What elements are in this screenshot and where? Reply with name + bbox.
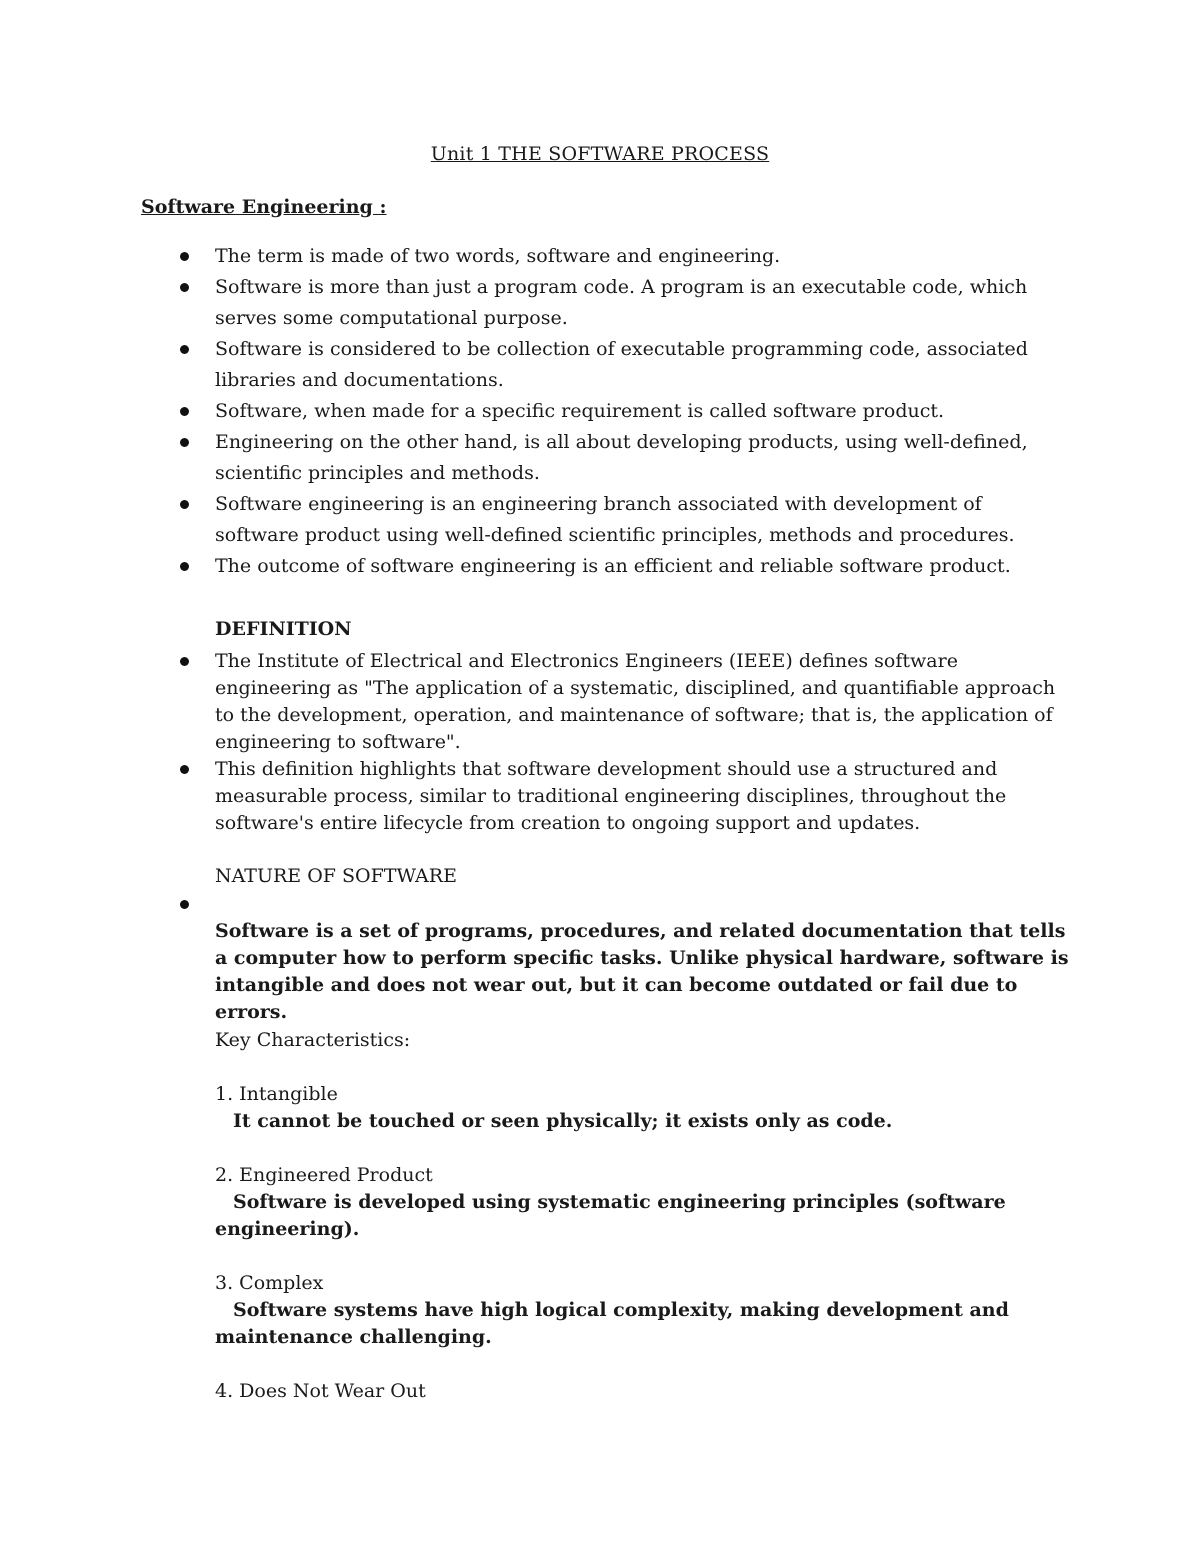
- intro-bullet-list: [0, 241, 1200, 582]
- list-item: Software, when made for a specific requirement is called software product.: [0, 396, 1200, 427]
- bullet-icon: [180, 252, 189, 261]
- bullet-icon: [180, 900, 189, 909]
- bullet-icon: [180, 657, 189, 666]
- characteristic-item: [215, 1081, 1075, 1135]
- list-item: The Institute of Electrical and Electronics Engineers (IEEE) defines software engineering as "The application of a systematic, disciplined, and quantifiable approach to the development, operation, and maintenance of software; that is, the application of engineering to software".: [0, 648, 1200, 756]
- definition-heading: DEFINITION: [215, 618, 352, 640]
- characteristic-title: 2. Engineered Product: [215, 1164, 433, 1186]
- nature-heading: NATURE OF SOFTWARE: [215, 865, 457, 887]
- bullet-icon: [180, 765, 189, 774]
- characteristic-title: 4. Does Not Wear Out: [215, 1380, 426, 1402]
- characteristic-item: [215, 1378, 1075, 1405]
- nature-paragraph: Software is a set of programs, procedures, and related documentation that tells a computer how to perform specific tasks. Unlike physical hardware, software is intangible and does not wear out, but it can become outdated or fail due to errors.: [215, 920, 1069, 1023]
- list-item: This definition highlights that software development should use a structured and measurable process, similar to traditional engineering disciplines, throughout the software's entire lifecycle from creation to ongoing support and updates.: [0, 756, 1200, 837]
- section-heading-software-engineering: Software Engineering :: [141, 196, 387, 218]
- bullet-icon: [180, 562, 189, 571]
- list-item: Software is considered to be collection of executable programming code, associated libraries and documentations.: [0, 334, 1200, 396]
- characteristic-description: It cannot be touched or seen physically; it exists only as code.: [233, 1110, 893, 1132]
- list-item: Software engineering is an engineering branch associated with development of software product using well-defined scientific principles, methods and procedures.: [0, 489, 1200, 551]
- key-characteristics-heading: Key Characteristics:: [215, 1029, 411, 1051]
- characteristic-item: [215, 1162, 1075, 1243]
- list-item: Software is more than just a program code. A program is an executable code, which serves some computational purpose.: [0, 272, 1200, 334]
- list-item: The outcome of software engineering is an efficient and reliable software product.: [0, 551, 1200, 582]
- definition-bullet-list: [0, 648, 1200, 837]
- bullet-icon: [180, 438, 189, 447]
- bullet-icon: [180, 283, 189, 292]
- page-title: Unit 1 THE SOFTWARE PROCESS: [430, 143, 770, 165]
- list-item: The term is made of two words, software and engineering.: [0, 241, 1200, 272]
- bullet-icon: [180, 345, 189, 354]
- bullet-icon: [180, 500, 189, 509]
- characteristic-title: 3. Complex: [215, 1272, 324, 1294]
- characteristic-item: [215, 1270, 1075, 1351]
- list-item: Engineering on the other hand, is all about developing products, using well-defined, scientific principles and methods.: [0, 427, 1200, 489]
- characteristic-description: Software systems have high logical complexity, making development and maintenance challenging.: [215, 1299, 1009, 1348]
- characteristic-description: Software is developed using systematic engineering principles (software engineering).: [215, 1191, 1006, 1240]
- characteristic-title: 1. Intangible: [215, 1083, 338, 1105]
- bullet-icon: [180, 407, 189, 416]
